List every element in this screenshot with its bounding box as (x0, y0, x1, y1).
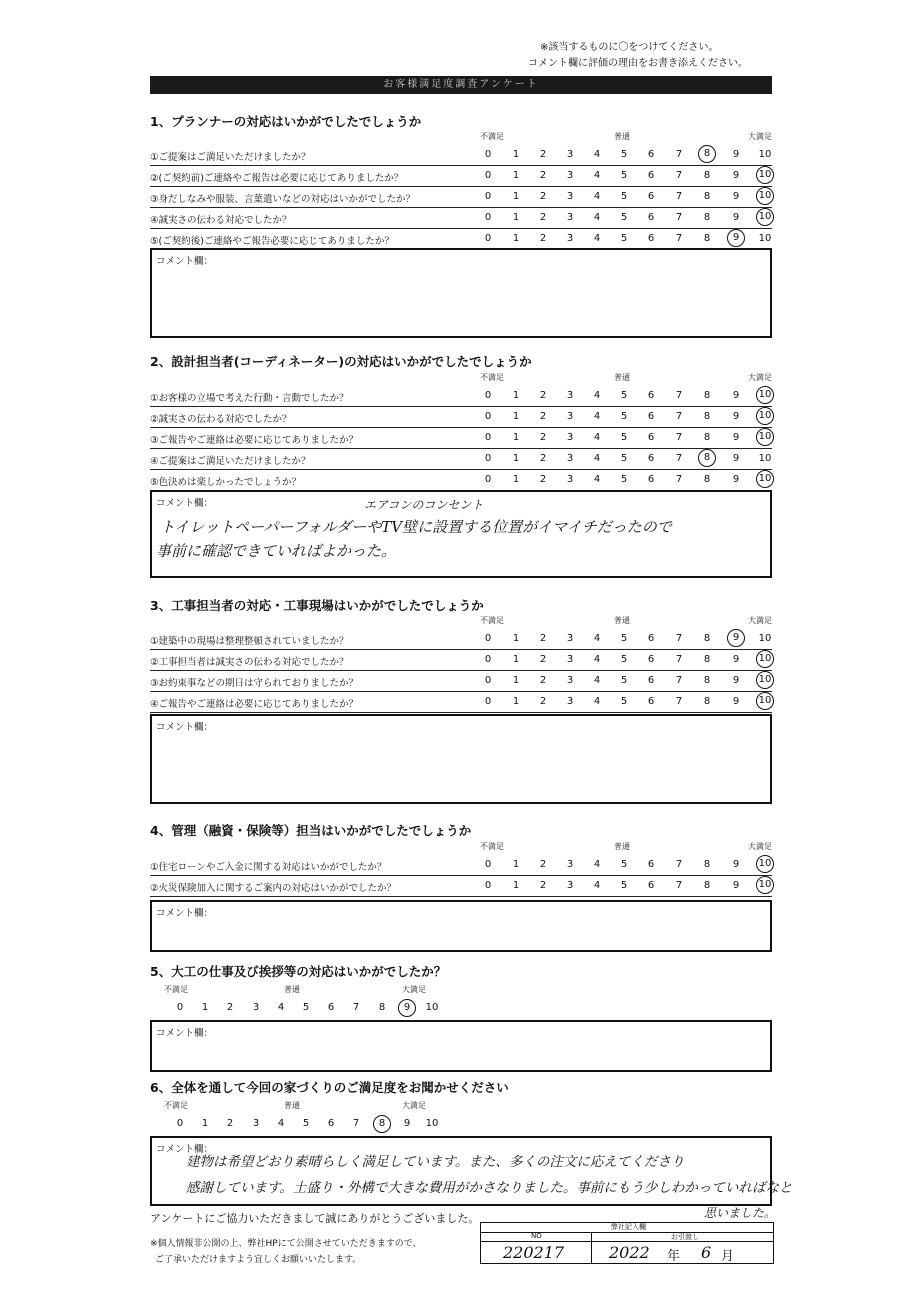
score-option[interactable]: 6 (647, 859, 655, 870)
scale-label-low: 不満足 (164, 1101, 188, 1110)
score-option[interactable]: 4 (593, 633, 601, 644)
scale-label-high: 大満足 (402, 985, 426, 994)
selected-score-option[interactable]: 9 (727, 629, 745, 647)
score-option[interactable]: 1 (201, 1002, 209, 1013)
score-option[interactable]: 5 (620, 633, 628, 644)
score-option[interactable]: 9 (403, 1118, 411, 1129)
handwritten-comment-line-2: 感謝しています。土盛り・外構で大きな費用がかさなりました。事前にもう少しわかっていればなと (186, 1180, 793, 1196)
survey-title-bar: お客様満足度調査アンケート (150, 76, 772, 94)
score-option[interactable]: 1 (512, 453, 520, 464)
score-option[interactable]: 10 (758, 453, 772, 464)
score-option[interactable]: 0 (484, 474, 492, 485)
score-option[interactable]: 10 (758, 633, 772, 644)
selected-score-option[interactable]: 8 (698, 145, 716, 163)
score-option[interactable]: 4 (593, 474, 601, 485)
score-option[interactable]: 3 (566, 149, 574, 160)
section-5-title: 5、大工の仕事及び挨拶等の対応はいかがでしたか？ (150, 964, 447, 979)
score-option[interactable]: 7 (675, 432, 683, 443)
selected-score-option[interactable]: 10 (756, 187, 774, 205)
score-option[interactable]: 7 (675, 675, 683, 686)
question-text: ①ご提案はご満足いただけましたか？ (150, 152, 311, 163)
score-option[interactable]: 5 (620, 880, 628, 891)
score-option[interactable]: 3 (252, 1118, 260, 1129)
section-2-title: 2、設計担当者(コーディネーター)の対応はいかがでしたでしょうか (150, 354, 532, 369)
question-text: ①建築中の現場は整理整頓されていましたか？ (150, 636, 349, 647)
score-option[interactable]: 5 (302, 1118, 310, 1129)
score-option[interactable]: 2 (539, 233, 547, 244)
comment-label: コメント欄： (156, 498, 214, 509)
score-option[interactable]: 5 (620, 390, 628, 401)
scale-label-mid: 普通 (284, 985, 300, 994)
selected-score-option[interactable]: 9 (727, 229, 745, 247)
score-option[interactable]: 1 (512, 411, 520, 422)
score-option[interactable]: 0 (484, 453, 492, 464)
score-option[interactable]: 1 (512, 212, 520, 223)
score-option[interactable]: 6 (327, 1118, 335, 1129)
score-option[interactable]: 7 (675, 633, 683, 644)
score-option[interactable]: 3 (566, 170, 574, 181)
question-row (150, 449, 772, 470)
score-option[interactable]: 4 (593, 212, 601, 223)
score-option[interactable]: 6 (647, 453, 655, 464)
score-option[interactable]: 3 (566, 474, 574, 485)
question-text: ④ご報告やご連絡は必要に応じてありましたか？ (150, 699, 359, 710)
score-option[interactable]: 9 (732, 170, 740, 181)
selected-score-option[interactable]: 9 (398, 999, 416, 1017)
score-option[interactable]: 2 (539, 191, 547, 202)
score-option[interactable]: 3 (566, 212, 574, 223)
score-option[interactable]: 7 (675, 390, 683, 401)
scale-label-low: 不満足 (480, 132, 504, 141)
score-option[interactable]: 7 (675, 654, 683, 665)
score-option[interactable]: 0 (484, 675, 492, 686)
score-option[interactable]: 2 (539, 212, 547, 223)
score-option[interactable]: 9 (732, 453, 740, 464)
scale-label-high: 大満足 (748, 842, 772, 851)
score-option[interactable]: 8 (378, 1002, 386, 1013)
score-option[interactable]: 7 (675, 696, 683, 707)
score-option[interactable]: 2 (226, 1002, 234, 1013)
score-option[interactable]: 7 (352, 1118, 360, 1129)
scale-label-mid: 普通 (284, 1101, 300, 1110)
handwritten-comment-insert: エアコンのコンセント (364, 498, 484, 512)
selected-score-option[interactable]: 10 (756, 692, 774, 710)
selected-score-option[interactable]: 10 (756, 428, 774, 446)
section-3-comment-box[interactable] (150, 714, 772, 804)
score-option[interactable]: 5 (620, 453, 628, 464)
score-option[interactable]: 9 (732, 411, 740, 422)
score-option[interactable]: 7 (675, 859, 683, 870)
scale-label-mid: 普通 (614, 842, 630, 851)
privacy-note-2: ご了承いただけますよう宜しくお願いいたします。 (155, 1255, 362, 1265)
score-option[interactable]: 10 (425, 1002, 439, 1013)
score-option[interactable]: 7 (352, 1002, 360, 1013)
question-text: ⑤(ご契約後)ご連絡やご報告必要に応じてありましたか？ (150, 236, 394, 247)
score-option[interactable]: 9 (732, 390, 740, 401)
score-option[interactable]: 2 (539, 170, 547, 181)
score-option[interactable]: 1 (201, 1118, 209, 1129)
score-option[interactable]: 2 (226, 1118, 234, 1129)
score-option[interactable]: 0 (484, 390, 492, 401)
question-text: ②誠実さの伝わる対応でしたか？ (150, 414, 292, 425)
score-option[interactable]: 3 (566, 696, 574, 707)
score-option[interactable]: 4 (593, 233, 601, 244)
score-option[interactable]: 1 (512, 390, 520, 401)
comment-label: コメント欄： (156, 908, 214, 919)
score-option[interactable]: 0 (484, 411, 492, 422)
question-row (150, 166, 772, 187)
question-text: ①お客様の立場で考えた行動・言動でしたか？ (150, 393, 349, 404)
score-option[interactable]: 7 (675, 453, 683, 464)
score-option[interactable]: 1 (512, 432, 520, 443)
score-option[interactable]: 4 (593, 411, 601, 422)
score-option[interactable]: 5 (620, 411, 628, 422)
scale-label-mid: 普通 (614, 616, 630, 625)
score-option[interactable]: 5 (620, 474, 628, 485)
score-option[interactable]: 7 (675, 411, 683, 422)
score-option[interactable]: 5 (620, 675, 628, 686)
question-row (150, 876, 772, 897)
scale-label-low: 不満足 (480, 373, 504, 382)
score-option[interactable]: 10 (758, 149, 772, 160)
score-option[interactable]: 3 (566, 453, 574, 464)
question-row (150, 386, 772, 407)
score-option[interactable]: 0 (484, 191, 492, 202)
score-option[interactable]: 9 (732, 654, 740, 665)
selected-score-option[interactable]: 8 (373, 1115, 391, 1133)
score-option[interactable]: 0 (484, 696, 492, 707)
score-option[interactable]: 2 (539, 675, 547, 686)
score-option[interactable]: 4 (277, 1002, 285, 1013)
comment-label: コメント欄： (156, 722, 214, 733)
score-option[interactable]: 6 (647, 474, 655, 485)
score-option[interactable]: 9 (732, 696, 740, 707)
scale-label-high: 大満足 (748, 132, 772, 141)
score-option[interactable]: 5 (302, 1002, 310, 1013)
question-row (150, 407, 772, 428)
no-label: NO (531, 1232, 542, 1240)
handover-month: 6 (701, 1243, 712, 1262)
handwritten-comment-line-1: トイレットペーパーフォルダーやTV壁に設置する位置がイマイチだったので (160, 518, 672, 536)
score-option[interactable]: 8 (703, 633, 711, 644)
question-text: ②工事担当者は誠実さの伝わる対応でしたか？ (150, 657, 349, 668)
score-option[interactable]: 4 (593, 149, 601, 160)
score-option[interactable]: 5 (620, 859, 628, 870)
section-4-title: 4、管理（融資・保険等）担当はいかがでしたでしょうか (150, 823, 472, 838)
score-option[interactable]: 2 (539, 432, 547, 443)
instruction-note-1: ※該当するものに〇をつけてください。 (540, 42, 719, 53)
section-4-comment-box[interactable] (150, 900, 772, 952)
score-option[interactable]: 6 (647, 432, 655, 443)
scale-label-high: 大満足 (402, 1101, 426, 1110)
score-option[interactable]: 8 (703, 411, 711, 422)
score-option[interactable]: 2 (539, 474, 547, 485)
score-option[interactable]: 8 (703, 170, 711, 181)
question-row (150, 629, 772, 650)
score-option[interactable]: 5 (620, 149, 628, 160)
score-option[interactable]: 4 (593, 675, 601, 686)
selected-score-option[interactable]: 10 (756, 855, 774, 873)
score-option[interactable]: 7 (675, 233, 683, 244)
score-option[interactable]: 9 (732, 191, 740, 202)
score-option[interactable]: 1 (512, 859, 520, 870)
score-option[interactable]: 10 (758, 233, 772, 244)
score-option[interactable]: 6 (647, 880, 655, 891)
score-option[interactable]: 3 (566, 233, 574, 244)
comment-label: コメント欄： (156, 1028, 214, 1039)
score-option[interactable]: 8 (703, 474, 711, 485)
question-row (150, 855, 772, 876)
score-option[interactable]: 7 (675, 212, 683, 223)
score-option[interactable]: 5 (620, 191, 628, 202)
score-option[interactable]: 2 (539, 411, 547, 422)
score-option[interactable]: 3 (566, 880, 574, 891)
score-option[interactable]: 6 (327, 1002, 335, 1013)
score-option[interactable]: 10 (425, 1118, 439, 1129)
score-option[interactable]: 0 (484, 880, 492, 891)
question-row (150, 470, 772, 491)
scale-label-mid: 普通 (614, 373, 630, 382)
score-option[interactable]: 4 (593, 859, 601, 870)
question-text: ③お約束事などの期日は守られておりましたか？ (150, 678, 359, 689)
selected-score-option[interactable]: 10 (756, 650, 774, 668)
question-row (150, 187, 772, 208)
section-5-comment-box[interactable] (150, 1020, 772, 1072)
score-option[interactable]: 0 (484, 432, 492, 443)
comment-label: コメント欄： (156, 1144, 214, 1155)
score-option[interactable]: 1 (512, 675, 520, 686)
score-option[interactable]: 4 (593, 432, 601, 443)
score-option[interactable]: 8 (703, 675, 711, 686)
score-option[interactable]: 2 (539, 696, 547, 707)
score-option[interactable]: 9 (732, 474, 740, 485)
thanks-text: アンケートにご協力いただきまして誠にありがとうございました。 (150, 1212, 480, 1225)
selected-score-option[interactable]: 8 (698, 449, 716, 467)
score-option[interactable]: 0 (176, 1002, 184, 1013)
score-option[interactable]: 4 (593, 696, 601, 707)
score-option[interactable]: 7 (675, 170, 683, 181)
score-option[interactable]: 0 (176, 1118, 184, 1129)
handwritten-comment-line-1: 建物は希望どおり素晴らしく満足しています。また、多くの注文に応えてくださり (186, 1154, 685, 1170)
score-option[interactable]: 6 (647, 233, 655, 244)
section-2-comment-box[interactable] (150, 490, 772, 578)
score-option[interactable]: 1 (512, 633, 520, 644)
section-1-title: 1、プランナーの対応はいかがでしたでしょうか (150, 114, 422, 129)
score-option[interactable]: 3 (566, 191, 574, 202)
comment-label: コメント欄： (156, 256, 214, 267)
score-option[interactable]: 4 (277, 1118, 285, 1129)
handwritten-comment-line-3: 思いました。 (704, 1206, 777, 1220)
selected-score-option[interactable]: 10 (756, 208, 774, 226)
question-text: ①住宅ローンやご入金に関する対応はいかがでしたか？ (150, 862, 387, 873)
section-1-comment-box[interactable] (150, 248, 772, 338)
score-option[interactable]: 7 (675, 474, 683, 485)
score-option[interactable]: 3 (566, 390, 574, 401)
question-row (150, 208, 772, 229)
score-option[interactable]: 1 (512, 880, 520, 891)
score-option[interactable]: 0 (484, 859, 492, 870)
score-option[interactable]: 5 (620, 432, 628, 443)
privacy-note-1: ※個人情報非公開の上、弊社HPにて公開させていただきますので、 (150, 1239, 422, 1249)
score-option[interactable]: 4 (593, 170, 601, 181)
section-6-comment-box[interactable] (150, 1136, 793, 1206)
section-3-title: 3、工事担当者の対応・工事現場はいかがでしたでしょうか (150, 598, 484, 613)
score-option[interactable]: 4 (593, 390, 601, 401)
score-option[interactable]: 6 (647, 212, 655, 223)
score-option[interactable]: 0 (484, 654, 492, 665)
score-option[interactable]: 7 (675, 191, 683, 202)
score-option[interactable]: 6 (647, 675, 655, 686)
score-option[interactable]: 3 (566, 859, 574, 870)
score-option[interactable]: 1 (512, 191, 520, 202)
selected-score-option[interactable]: 10 (756, 407, 774, 425)
score-option[interactable]: 5 (620, 696, 628, 707)
score-option[interactable]: 8 (703, 432, 711, 443)
score-option[interactable]: 4 (593, 880, 601, 891)
scale-label-high: 大満足 (748, 616, 772, 625)
score-option[interactable]: 2 (539, 633, 547, 644)
office-use-table (480, 1222, 774, 1264)
score-option[interactable]: 5 (620, 233, 628, 244)
handover-label: お引渡し (671, 1233, 699, 1241)
question-text: ②火災保険加入に関するご案内の対応はいかがでしたか？ (150, 883, 397, 894)
score-option[interactable]: 6 (647, 411, 655, 422)
score-option[interactable]: 0 (484, 149, 492, 160)
score-option[interactable]: 2 (539, 390, 547, 401)
selected-score-option[interactable]: 10 (756, 470, 774, 488)
score-option[interactable]: 6 (647, 390, 655, 401)
score-option[interactable]: 9 (732, 212, 740, 223)
score-option[interactable]: 3 (566, 411, 574, 422)
question-row (150, 145, 772, 166)
score-option[interactable]: 6 (647, 696, 655, 707)
score-option[interactable]: 8 (703, 212, 711, 223)
score-option[interactable]: 4 (593, 654, 601, 665)
question-row (150, 692, 772, 713)
handwritten-comment-line-2: 事前に確認できていればよかった。 (156, 542, 397, 560)
score-option[interactable]: 1 (512, 654, 520, 665)
question-row (150, 650, 772, 671)
question-text: ④ご提案はご満足いただけましたか？ (150, 456, 311, 467)
question-text: ③身だしなみや服装、言葉遣いなどの対応はいかがでしたか？ (150, 194, 416, 205)
score-option[interactable]: 2 (539, 880, 547, 891)
office-label: 弊社記入欄 (611, 1223, 646, 1231)
scale-label-low: 不満足 (480, 616, 504, 625)
score-option[interactable]: 9 (732, 880, 740, 891)
score-option[interactable]: 5 (620, 212, 628, 223)
score-option[interactable]: 1 (512, 474, 520, 485)
month-unit: 月 (721, 1249, 735, 1264)
score-option[interactable]: 2 (539, 654, 547, 665)
section-6-title: 6、全体を通して今回の家づくりのご満足度をお聞かせください (150, 1080, 509, 1095)
score-option[interactable]: 2 (539, 149, 547, 160)
score-option[interactable]: 3 (566, 654, 574, 665)
handover-year: 2022 (609, 1243, 650, 1262)
score-option[interactable]: 6 (647, 654, 655, 665)
score-option[interactable]: 8 (703, 880, 711, 891)
score-option[interactable]: 9 (732, 859, 740, 870)
score-option[interactable]: 8 (703, 859, 711, 870)
score-option[interactable]: 7 (675, 149, 683, 160)
score-option[interactable]: 2 (539, 453, 547, 464)
question-text: ⑤色決めは楽しかったでしょうか？ (150, 477, 302, 488)
score-option[interactable]: 9 (732, 432, 740, 443)
score-option[interactable]: 1 (512, 170, 520, 181)
question-text: ④誠実さの伝わる対応でしたか？ (150, 215, 292, 226)
score-option[interactable]: 3 (566, 675, 574, 686)
scale-label-high: 大満足 (748, 373, 772, 382)
score-option[interactable]: 3 (252, 1002, 260, 1013)
score-option[interactable]: 4 (593, 453, 601, 464)
score-option[interactable]: 7 (675, 880, 683, 891)
score-option[interactable]: 0 (484, 233, 492, 244)
score-option[interactable]: 0 (484, 170, 492, 181)
year-unit: 年 (667, 1249, 681, 1264)
score-option[interactable]: 3 (566, 432, 574, 443)
score-option[interactable]: 9 (732, 149, 740, 160)
question-text: ②(ご契約前)ご連絡やご報告は必要に応じてありましたか？ (150, 173, 404, 184)
score-option[interactable]: 5 (620, 170, 628, 181)
score-option[interactable]: 6 (647, 633, 655, 644)
selected-score-option[interactable]: 10 (756, 166, 774, 184)
scale-label-low: 不満足 (164, 985, 188, 994)
score-option[interactable]: 2 (539, 859, 547, 870)
score-option[interactable]: 0 (484, 633, 492, 644)
score-option[interactable]: 6 (647, 191, 655, 202)
score-option[interactable]: 1 (512, 696, 520, 707)
score-option[interactable]: 9 (732, 675, 740, 686)
score-option[interactable]: 4 (593, 191, 601, 202)
question-row (150, 671, 772, 692)
score-option[interactable]: 5 (620, 654, 628, 665)
question-row (150, 229, 772, 250)
score-option[interactable]: 8 (703, 654, 711, 665)
score-option[interactable]: 8 (703, 390, 711, 401)
record-number: 220217 (503, 1243, 565, 1262)
instruction-note-2: コメント欄に評価の理由をお書き添えください。 (528, 58, 748, 69)
selected-score-option[interactable]: 10 (756, 876, 774, 894)
score-option[interactable]: 8 (703, 191, 711, 202)
question-text: ③ご報告やご連絡は必要に応じてありましたか？ (150, 435, 359, 446)
score-option[interactable]: 3 (566, 633, 574, 644)
score-option[interactable]: 8 (703, 233, 711, 244)
score-option[interactable]: 6 (647, 170, 655, 181)
selected-score-option[interactable]: 10 (756, 671, 774, 689)
score-option[interactable]: 8 (703, 696, 711, 707)
score-option[interactable]: 0 (484, 212, 492, 223)
question-row (150, 428, 772, 449)
scale-label-mid: 普通 (614, 132, 630, 141)
score-option[interactable]: 1 (512, 149, 520, 160)
score-option[interactable]: 1 (512, 233, 520, 244)
scale-label-low: 不満足 (480, 842, 504, 851)
selected-score-option[interactable]: 10 (756, 386, 774, 404)
score-option[interactable]: 6 (647, 149, 655, 160)
